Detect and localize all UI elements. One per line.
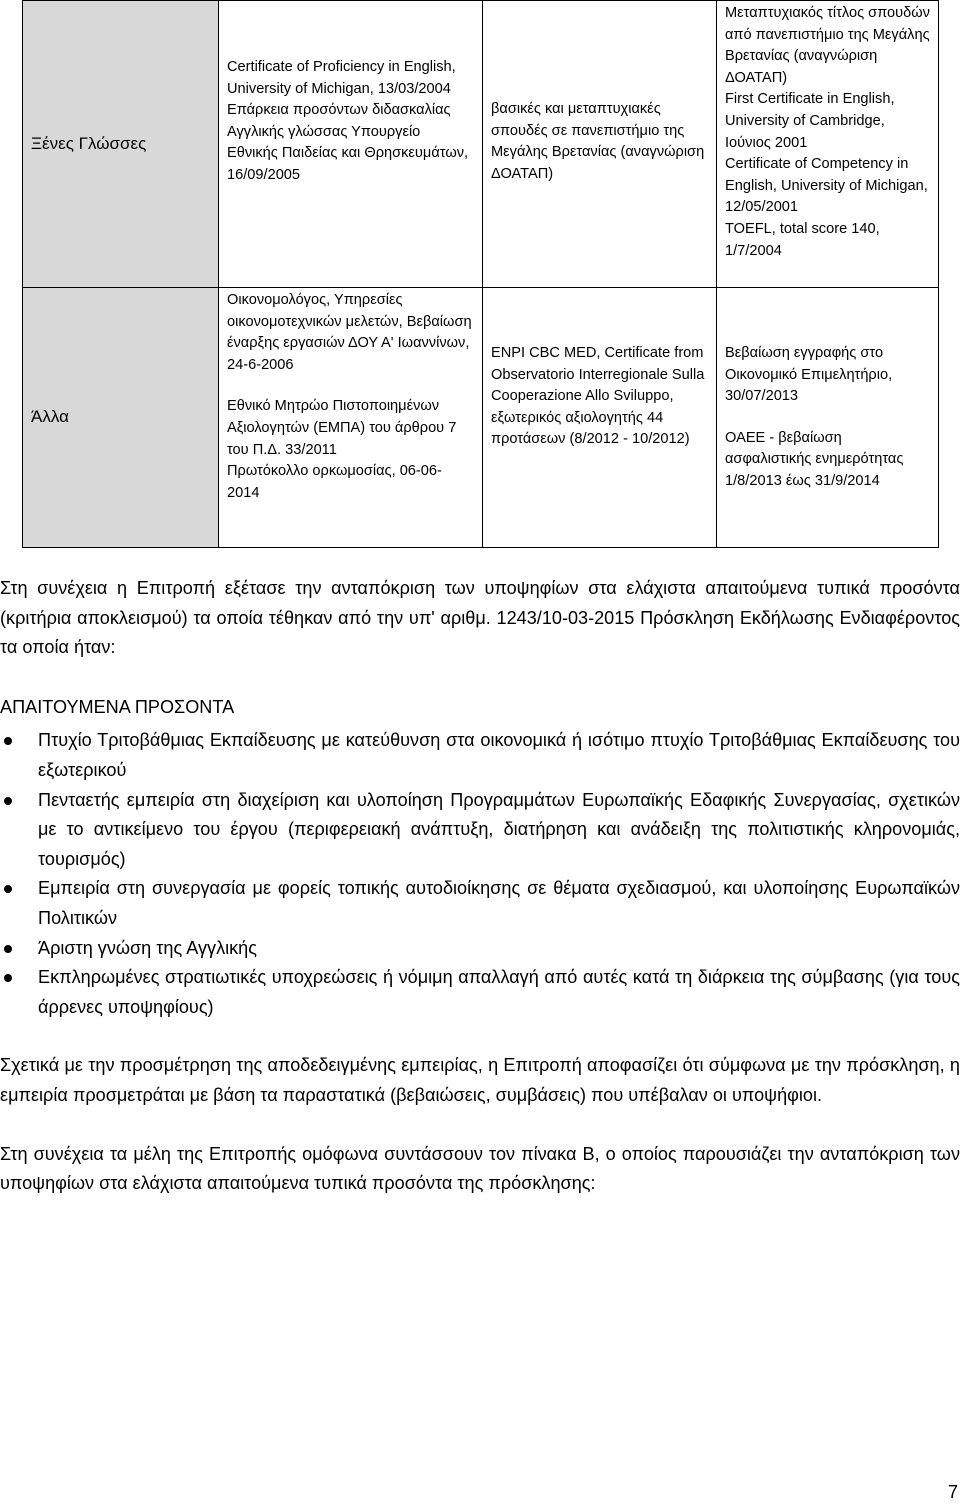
row-label-other: Άλλα xyxy=(23,288,219,548)
list-item: Πενταετής εμπειρία στη διαχείριση και υλοποίηση Προγραμμάτων Ευρωπαϊκής Εδαφικής Συνεργασίας, σχετικών με το αντικείμενο του έργου (περιφερειακή ανάπτυξη, διατήρηση και ανάδειξη της πολιτιστικής κληρονομιάς, τουρισμός) xyxy=(0,786,960,875)
candidate-1-cell xyxy=(219,1,483,288)
cell-text: Οικονομολόγος, Υπηρεσίες οικονομοτεχνικών μελετών, Βεβαίωση έναρξης εργασιών ΔΟΥ Α' Ιωαννίνων, 24-6-2006 xyxy=(227,292,472,373)
cell-text: Επάρκεια προσόντων διδασκαλίας Αγγλικής γλώσσας Υπουργείο Εθνικής Παιδείας και Θρησκευμάτων, 16/09/2005 xyxy=(227,102,469,183)
requirements-heading: ΑΠΑΙΤΟΥΜΕΝΑ ΠΡΟΣΟΝΤΑ xyxy=(0,696,235,717)
cell-text: Βεβαίωση εγγραφής στο Οικονομικό Επιμελητήριο, 30/07/2013 xyxy=(725,345,893,405)
candidate-3-cell xyxy=(717,288,939,548)
closing-paragraph: Στη συνέχεια τα μέλη της Επιτροπής ομόφωνα συντάσσουν τον πίνακα Β, ο οποίος παρουσιάζει την ανταπόκριση των υποψηφίων στα ελάχιστα απαιτούμενα τυπικά προσόντα της πρόσκλησης: xyxy=(0,1143,960,1194)
candidate-2-cell xyxy=(483,1,717,288)
cell-text: Πρωτόκολλο ορκωμοσίας, 06-06-2014 xyxy=(227,463,442,501)
row-label-languages: Ξένες Γλώσσες xyxy=(23,1,219,288)
body-text xyxy=(0,574,960,1199)
cell-text: TOEFL, total score 140, 1/7/2004 xyxy=(725,220,880,259)
table-row xyxy=(23,1,939,288)
candidate-3-cell xyxy=(717,1,939,288)
requirements-list xyxy=(0,726,960,1022)
candidate-1-cell xyxy=(219,288,483,548)
table-row xyxy=(23,288,939,548)
cell-text: ΟΑΕΕ - βεβαίωση ασφαλιστικής ενημερότητας 1/8/2013 έως 31/9/2014 xyxy=(725,429,904,489)
cell-text: βασικές και μεταπτυχιακές σπουδές σε πανεπιστήμιο της Μεγάλης Βρετανίας (αναγνώριση ΔΟΑΤΑΠ) xyxy=(491,101,705,182)
list-item: Εκπληρωμένες στρατιωτικές υποχρεώσεις ή νόμιμη απαλλαγή από αυτές κατά τη διάρκεια της σύμβασης (για τους άρρενες υποψηφίους) xyxy=(0,963,960,1022)
cell-text: First Certificate in English, University of Cambridge, Ιούνιος 2001 xyxy=(725,91,895,151)
page-number: 7 xyxy=(947,1482,958,1502)
cell-text: Certificate of Proficiency in English, University of Michigan, 13/03/2004 xyxy=(227,59,456,97)
list-item: Πτυχίο Τριτοβάθμιας Εκπαίδευσης με κατεύθυνση στα οικονομικά ή ισότιμο πτυχίο Τριτοβάθμιας Εκπαίδευσης του εξωτερικού xyxy=(0,726,960,785)
list-item: Εμπειρία στη συνεργασία με φορείς τοπικής αυτοδιοίκησης σε θέματα σχεδιασμού, και υλοποίησης Ευρωπαϊκών Πολιτικών xyxy=(0,874,960,933)
cell-text: Certificate of Competency in English, University of Michigan, 12/05/2001 xyxy=(725,156,928,216)
candidate-2-cell xyxy=(483,288,717,548)
cell-text: ENPI CBC MED, Certificate from Observatorio Interregionale Sulla Cooperazione Allo Sviluppo, εξωτερικός αξιολογητής 44 προτάσεων (8/2012 - 10/2012) xyxy=(491,345,705,448)
cell-text: Εθνικό Μητρώο Πιστοποιημένων Αξιολογητών (ΕΜΠΑ) του άρθρου 7 του Π.Δ. 33/2011 xyxy=(227,398,457,458)
intro-paragraph: Στη συνέχεια η Επιτροπή εξέτασε την ανταπόκριση των υποψηφίων στα ελάχιστα απαιτούμενα τυπικά προσόντα (κριτήρια αποκλεισμού) τα οποία τέθηκαν από την υπ' αριθμ. 1243/10-03-2015 Πρόσκληση Εκδήλωσης Ενδιαφέροντος τα οποία ήταν: xyxy=(0,578,960,658)
qualifications-table xyxy=(22,0,939,548)
cell-text: Μεταπτυχιακός τίτλος σπουδών από πανεπιστήμιο της Μεγάλης Βρετανίας (αναγνώριση ΔΟΑΤΑΠ) xyxy=(725,5,930,86)
list-item: Άριστη γνώση της Αγγλικής xyxy=(0,934,960,964)
experience-paragraph: Σχετικά με την προσμέτρηση της αποδεδειγμένης εμπειρίας, η Επιτροπή αποφασίζει ότι σύμφωνα με την πρόσκληση, η εμπειρία προσμετράται με βάση τα παραστατικά (βεβαιώσεις, συμβάσεις) που υπέβαλαν οι υποψήφιοι. xyxy=(0,1055,960,1105)
